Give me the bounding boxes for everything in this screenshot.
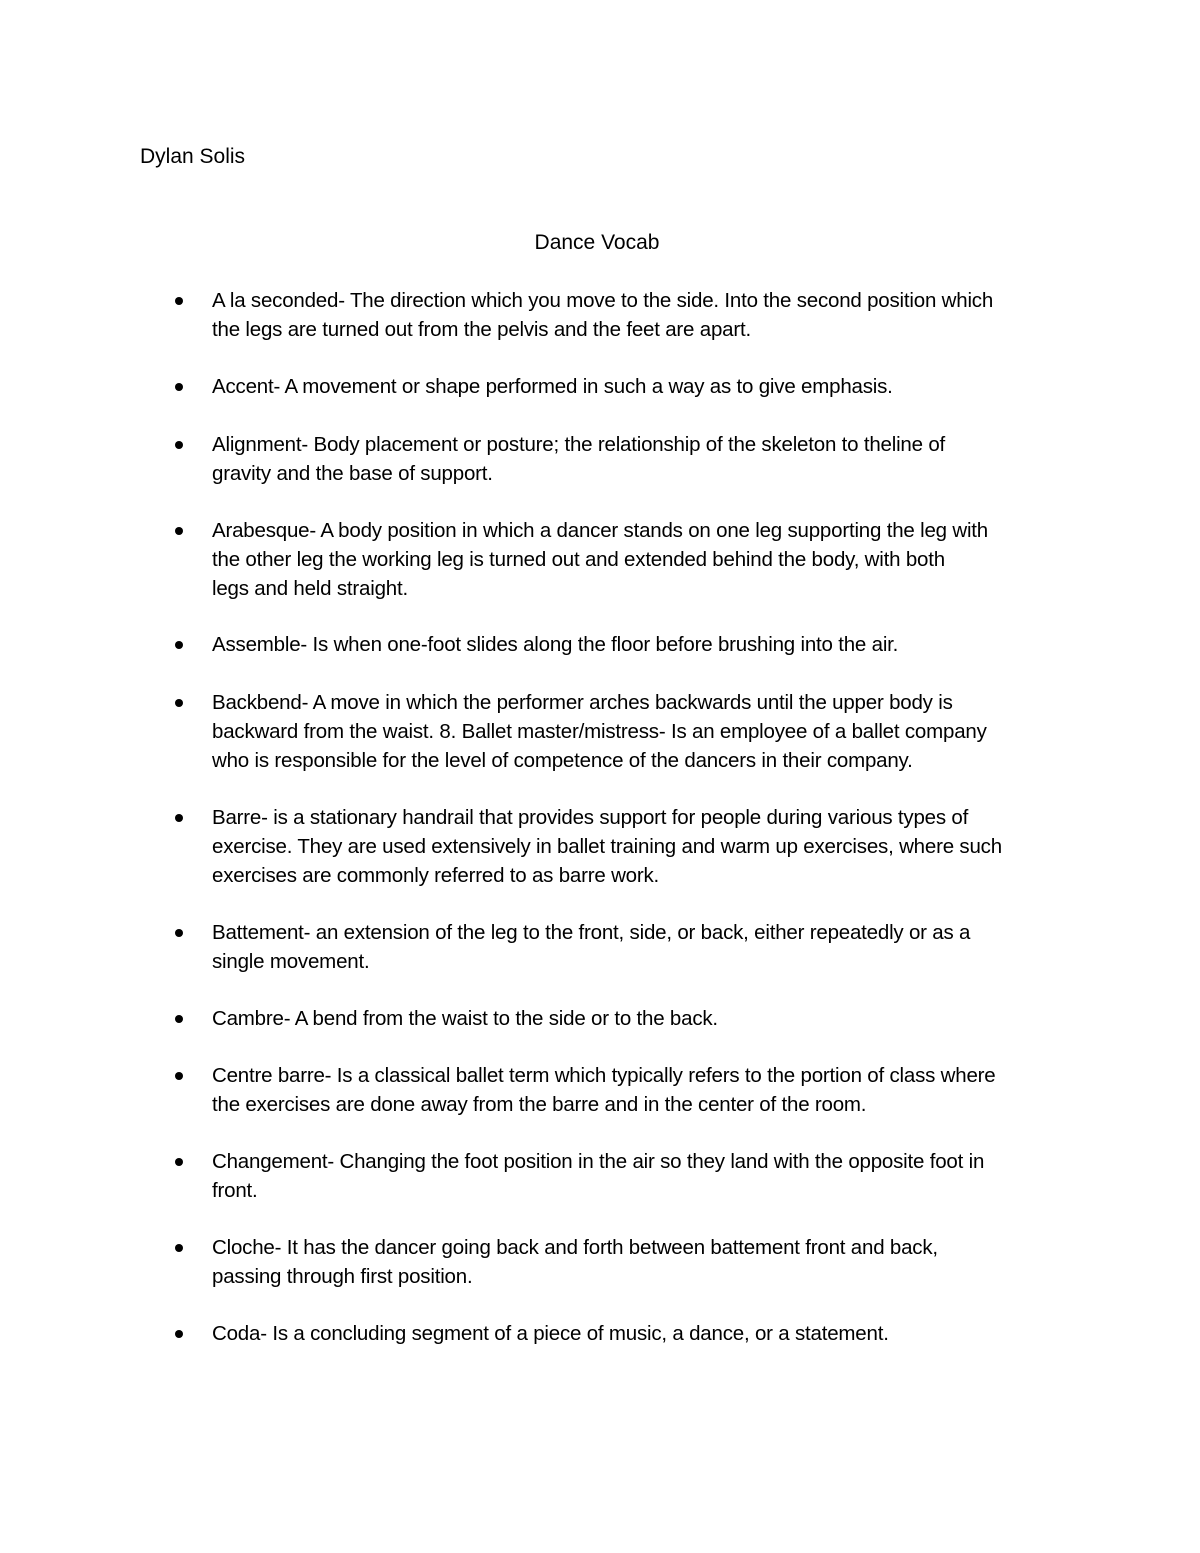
vocab-entry-line: Battement- an extension of the leg to the front, side, or back, either repeatedly or as a xyxy=(212,921,971,944)
vocab-entry-line: front. xyxy=(212,1179,258,1202)
bullet-icon xyxy=(175,527,183,535)
vocab-entry-line: Accent- A movement or shape performed in such a way as to give emphasis. xyxy=(212,375,893,398)
vocab-entry xyxy=(212,430,1072,488)
vocab-entry-line: legs and held straight. xyxy=(212,577,408,600)
bullet-icon xyxy=(175,699,183,707)
vocab-entry xyxy=(212,803,1072,890)
vocab-entry xyxy=(212,1319,1072,1348)
bullet-icon xyxy=(175,814,183,822)
vocab-entry-line: Coda- Is a concluding segment of a piece of music, a dance, or a statement. xyxy=(212,1322,889,1345)
vocab-entry xyxy=(212,286,1072,344)
author-name: Dylan Solis xyxy=(140,145,246,168)
vocab-entry-line: Backbend- A move in which the performer arches backwards until the upper body is xyxy=(212,691,953,714)
vocab-entry-line: backward from the waist. 8. Ballet master/mistress- Is an employee of a ballet company xyxy=(212,720,987,743)
vocab-entry-line: exercise. They are used extensively in ballet training and warm up exercises, where such xyxy=(212,835,1002,858)
bullet-icon xyxy=(175,1158,183,1166)
vocab-entry-line: the legs are turned out from the pelvis and the feet are apart. xyxy=(212,318,751,341)
vocab-entry-line: Centre barre- Is a classical ballet term which typically refers to the portion of class where xyxy=(212,1064,996,1087)
document-title: Dance Vocab xyxy=(534,231,660,254)
vocab-entry xyxy=(212,630,1072,659)
vocab-entry-line: A la seconded- The direction which you move to the side. Into the second position which xyxy=(212,289,994,312)
vocab-entry xyxy=(212,1147,1072,1205)
vocab-entry xyxy=(212,1233,1072,1291)
bullet-icon xyxy=(175,1244,183,1252)
vocab-entry-line: passing through first position. xyxy=(212,1265,473,1288)
vocab-entry-line: Cloche- It has the dancer going back and forth between battement front and back, xyxy=(212,1236,938,1259)
bullet-icon xyxy=(175,641,183,649)
bullet-icon xyxy=(175,1330,183,1338)
vocab-entry xyxy=(212,918,1072,976)
vocab-entry-line: gravity and the base of support. xyxy=(212,462,493,485)
bullet-icon xyxy=(175,929,183,937)
vocab-entry xyxy=(212,688,1072,775)
vocab-entry-line: Alignment- Body placement or posture; the relationship of the skeleton to theline of xyxy=(212,433,946,456)
bullet-icon xyxy=(175,441,183,449)
vocab-entry-line: Changement- Changing the foot position in the air so they land with the opposite foot in xyxy=(212,1150,985,1173)
vocab-entry xyxy=(212,372,1072,401)
vocab-entry xyxy=(212,1004,1072,1033)
vocab-entry xyxy=(212,1061,1072,1119)
vocab-entry-line: who is responsible for the level of competence of the dancers in their company. xyxy=(212,749,913,772)
vocab-entry-line: the exercises are done away from the barre and in the center of the room. xyxy=(212,1093,867,1116)
vocab-entry-line: the other leg the working leg is turned out and extended behind the body, with both xyxy=(212,548,945,571)
vocab-entry xyxy=(212,516,1072,603)
vocab-entry-line: Barre- is a stationary handrail that provides support for people during various types of xyxy=(212,806,969,829)
vocab-entry-line: Assemble- Is when one-foot slides along the floor before brushing into the air. xyxy=(212,633,899,656)
bullet-icon xyxy=(175,1015,183,1023)
bullet-icon xyxy=(175,383,183,391)
vocab-entry-line: single movement. xyxy=(212,950,370,973)
vocab-entry-line: exercises are commonly referred to as barre work. xyxy=(212,864,660,887)
vocab-entry-line: Cambre- A bend from the waist to the side or to the back. xyxy=(212,1007,718,1030)
vocab-entry-line: Arabesque- A body position in which a dancer stands on one leg supporting the leg with xyxy=(212,519,988,542)
bullet-icon xyxy=(175,1072,183,1080)
bullet-icon xyxy=(175,297,183,305)
